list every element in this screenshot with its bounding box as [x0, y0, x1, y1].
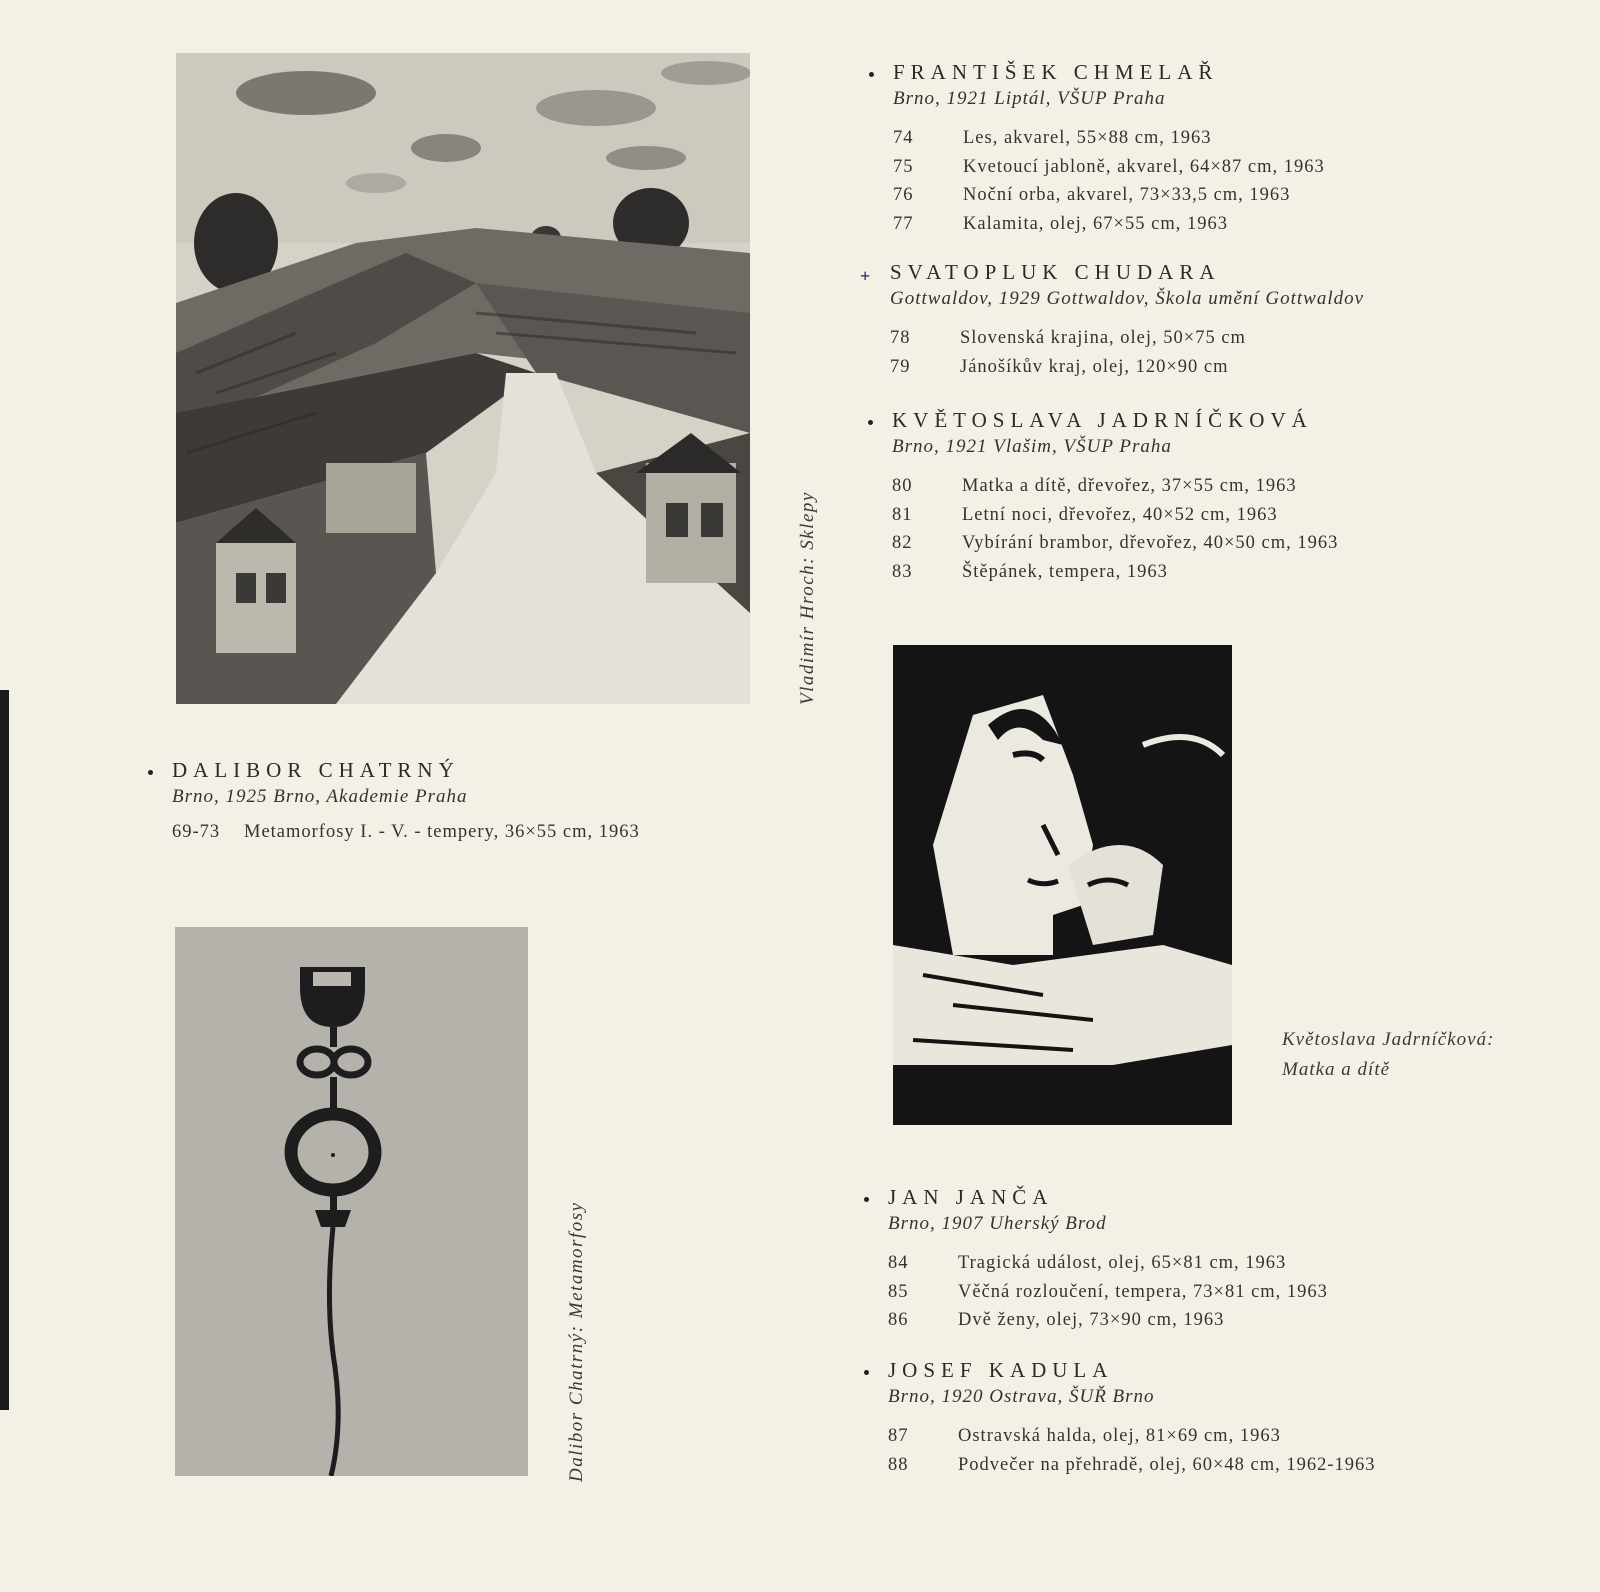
artist-name: SVATOPLUK CHUDARA: [890, 260, 1221, 284]
work-number: 77: [893, 213, 914, 234]
work-item: [893, 153, 1325, 182]
work-title: Metamorfosy I. - V. - tempery, 36×55 cm, 1963: [244, 822, 640, 842]
works-list: [890, 324, 1364, 381]
work-title: Tragická událost, olej, 65×81 cm, 1963: [958, 1253, 1287, 1273]
artist-entry-janca: [888, 1185, 1328, 1335]
work-item: [888, 1422, 1376, 1451]
works-list: [888, 1249, 1328, 1335]
work-number: 84: [888, 1253, 909, 1273]
artist-bio: Brno, 1907 Uherský Brod: [888, 1213, 1107, 1234]
work-title: Noční orba, akvarel, 73×33,5 cm, 1963: [963, 185, 1291, 205]
work-item: [892, 472, 1338, 501]
bullet-mark: [864, 1197, 869, 1202]
work-item: [888, 1306, 1328, 1335]
work-number: 81: [892, 504, 913, 525]
works-list: [888, 1422, 1376, 1479]
work-item: [893, 124, 1325, 153]
bullet-mark: [148, 770, 153, 775]
artist-entry-kadula: [888, 1358, 1376, 1479]
caption-jadrnickova-line2: Matka a dítě: [1282, 1059, 1391, 1080]
work-title: Dvě ženy, olej, 73×90 cm, 1963: [958, 1310, 1225, 1330]
work-item: [890, 353, 1364, 382]
work-title: Matka a dítě, dřevořez, 37×55 cm, 1963: [962, 476, 1297, 496]
caption-jadrnickova: [1282, 1025, 1494, 1085]
artist-name: FRANTIŠEK CHMELAŘ: [893, 60, 1219, 84]
work-item: [888, 1278, 1328, 1307]
work-number: 78: [890, 328, 911, 348]
work-title: Slovenská krajina, olej, 50×75 cm: [960, 328, 1246, 348]
artist-bio: Brno, 1920 Ostrava, ŠUŘ Brno: [888, 1386, 1155, 1407]
work-title: Věčná rozloučení, tempera, 73×81 cm, 1963: [958, 1281, 1328, 1302]
work-number: 85: [888, 1281, 909, 1302]
bullet-mark: [868, 420, 873, 425]
woodcut-matka-a-dite: [893, 645, 1232, 1125]
work-number: 82: [892, 533, 913, 553]
work-title: Kalamita, olej, 67×55 cm, 1963: [963, 213, 1228, 234]
works-list: [893, 124, 1325, 238]
work-number: 76: [893, 185, 914, 205]
work-title: Letní noci, dřevořez, 40×52 cm, 1963: [962, 504, 1278, 525]
work-number: 69-73: [172, 822, 221, 842]
work-title: Jánošíkův kraj, olej, 120×90 cm: [960, 356, 1229, 377]
work-item: [892, 558, 1338, 587]
binding-edge: [0, 690, 9, 1410]
work-number: 75: [893, 156, 914, 177]
bullet-mark: [864, 1370, 869, 1375]
pen-mark: +: [860, 266, 871, 286]
works-list: [892, 472, 1338, 586]
artist-entry-chudara: [860, 260, 1365, 381]
work-title: Podvečer na přehradě, olej, 60×48 cm, 1962-1963: [958, 1454, 1376, 1475]
work-title: Vybírání brambor, dřevořez, 40×50 cm, 1963: [962, 533, 1339, 553]
artist-entry-chmelar: [893, 60, 1325, 238]
work-item: [893, 181, 1325, 210]
works-list: [172, 818, 640, 847]
artist-entry-chatrny: [172, 758, 640, 847]
work-item: [888, 1451, 1376, 1480]
work-title: Štěpánek, tempera, 1963: [962, 561, 1168, 582]
work-item: [172, 818, 640, 847]
work-item: [892, 529, 1338, 558]
artist-entry-jadrnickova: [892, 408, 1338, 586]
artist-bio: Brno, 1921 Liptál, VŠUP Praha: [893, 88, 1166, 109]
caption-hroch: Vladimír Hroch: Sklepy: [797, 491, 818, 705]
bullet-mark: [869, 72, 874, 77]
artist-bio: Gottwaldov, 1929 Gottwaldov, Škola umění Gottwaldov: [890, 288, 1365, 309]
work-title: Kvetoucí jabloně, akvarel, 64×87 cm, 1963: [963, 156, 1325, 177]
work-number: 79: [890, 356, 911, 377]
work-number: 74: [893, 128, 914, 148]
artist-name: JAN JANČA: [888, 1185, 1054, 1209]
work-title: Ostravská halda, olej, 81×69 cm, 1963: [958, 1426, 1281, 1446]
work-number: 86: [888, 1310, 909, 1330]
work-number: 87: [888, 1426, 909, 1446]
work-item: [893, 210, 1325, 239]
artist-name: DALIBOR CHATRNÝ: [172, 758, 460, 782]
work-title: Les, akvarel, 55×88 cm, 1963: [963, 128, 1212, 148]
work-number: 88: [888, 1454, 909, 1475]
artist-bio: Brno, 1921 Vlašim, VŠUP Praha: [892, 436, 1172, 457]
work-number: 80: [892, 476, 913, 496]
painting-metamorfosy: [175, 927, 528, 1476]
work-item: [888, 1249, 1328, 1278]
caption-chatrny: Dalibor Chatrný: Metamorfosy: [566, 1201, 587, 1482]
work-item: [892, 501, 1338, 530]
painting-sklepy: [176, 53, 750, 704]
artist-bio: Brno, 1925 Brno, Akademie Praha: [172, 786, 468, 807]
artist-name: KVĚTOSLAVA JADRNÍČKOVÁ: [892, 408, 1313, 432]
work-item: [890, 324, 1364, 353]
work-number: 83: [892, 561, 913, 582]
artist-name: JOSEF KADULA: [888, 1358, 1114, 1382]
caption-jadrnickova-line1: Květoslava Jadrníčková:: [1282, 1029, 1495, 1050]
